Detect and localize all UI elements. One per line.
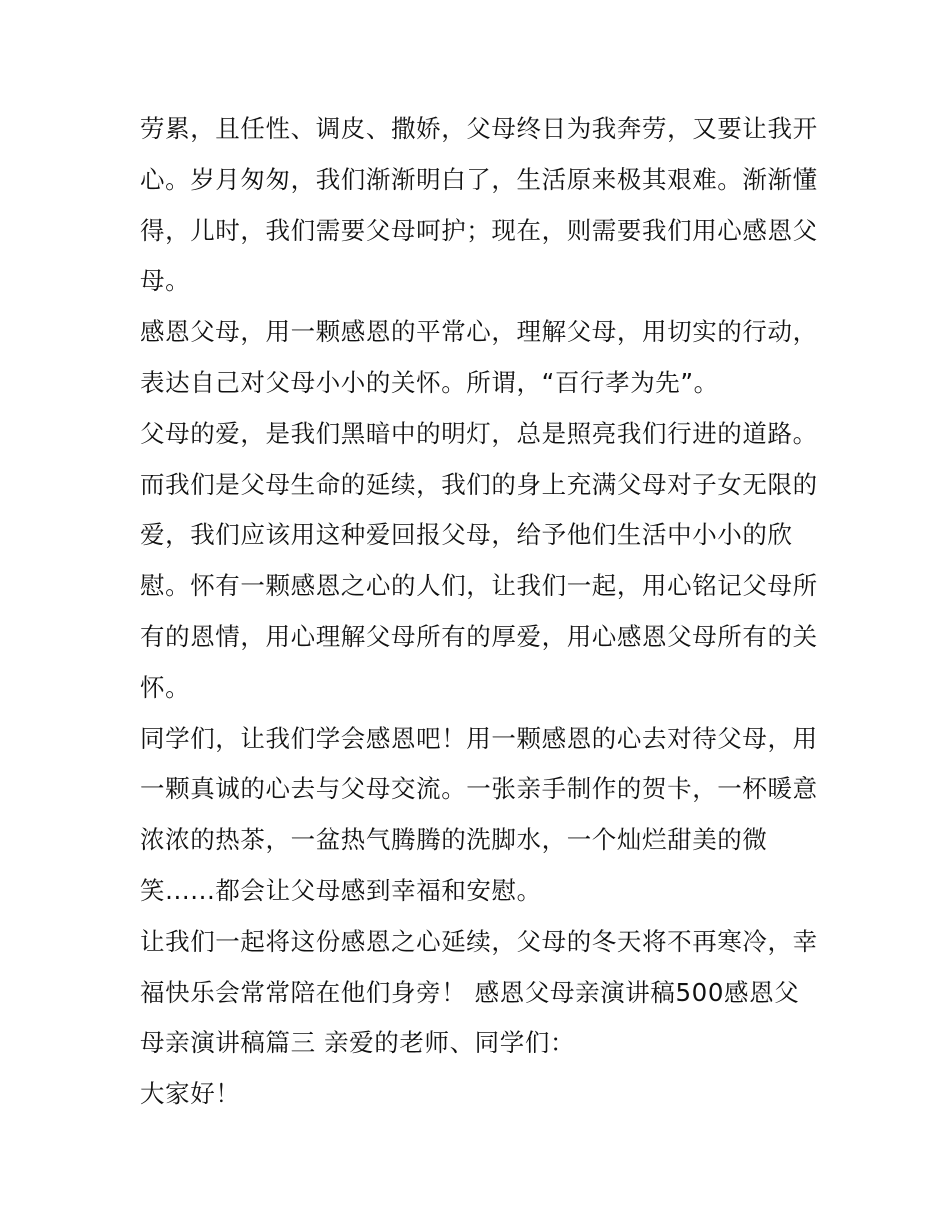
document-body xyxy=(140,104,820,1120)
text-line: 表达自己对父母小小的关怀。所谓，“百行孝为先”。 xyxy=(140,367,719,397)
text-line: 有的恩情，用心理解父母所有的厚爱，用心感恩父母所有的关 xyxy=(140,621,818,651)
text-line: 大家好！ xyxy=(140,1079,241,1109)
text-line: 母亲演讲稿篇三 亲爱的老师、同学们： xyxy=(140,1028,576,1058)
text-line: 母。 xyxy=(140,266,191,296)
text-line: 笑......都会让父母感到幸福和安慰。 xyxy=(140,875,542,905)
text-line: 而我们是父母生命的延续，我们的身上充满父母对子女无限的 xyxy=(140,469,818,499)
text-line: 慰。怀有一颗感恩之心的人们，让我们一起，用心铭记父母所 xyxy=(140,571,818,601)
text-line: 浓浓的热茶，一盆热气腾腾的洗脚水，一个灿烂甜美的微 xyxy=(140,825,768,855)
text-line: 福快乐会常常陪在他们身旁！ 感恩父母亲演讲稿500感恩父 xyxy=(140,977,800,1007)
text-line: 得，儿时，我们需要父母呵护；现在，则需要我们用心感恩父 xyxy=(140,215,818,245)
text-line: 让我们一起将这份感恩之心延续，父母的冬天将不再寒冷，幸 xyxy=(140,926,818,956)
text-line: 怀。 xyxy=(140,672,191,702)
text-line: 感恩父母，用一颗感恩的平常心，理解父母，用切实的行动， xyxy=(140,317,818,347)
text-line: 心。岁月匆匆，我们渐渐明白了，生活原来极其艰难。渐渐懂 xyxy=(140,164,818,194)
text-line: 一颗真诚的心去与父母交流。一张亲手制作的贺卡，一杯暖意 xyxy=(140,774,818,804)
text-line: 同学们，让我们学会感恩吧！用一颗感恩的心去对待父母，用 xyxy=(140,723,818,753)
text-line: 劳累，且任性、调皮、撒娇，父母终日为我奔劳，又要让我开 xyxy=(140,114,818,143)
text-line: 爱，我们应该用这种爱回报父母，给予他们生活中小小的欣 xyxy=(140,520,793,550)
text-line: 父母的爱，是我们黑暗中的明灯，总是照亮我们行进的道路。 xyxy=(140,418,818,448)
